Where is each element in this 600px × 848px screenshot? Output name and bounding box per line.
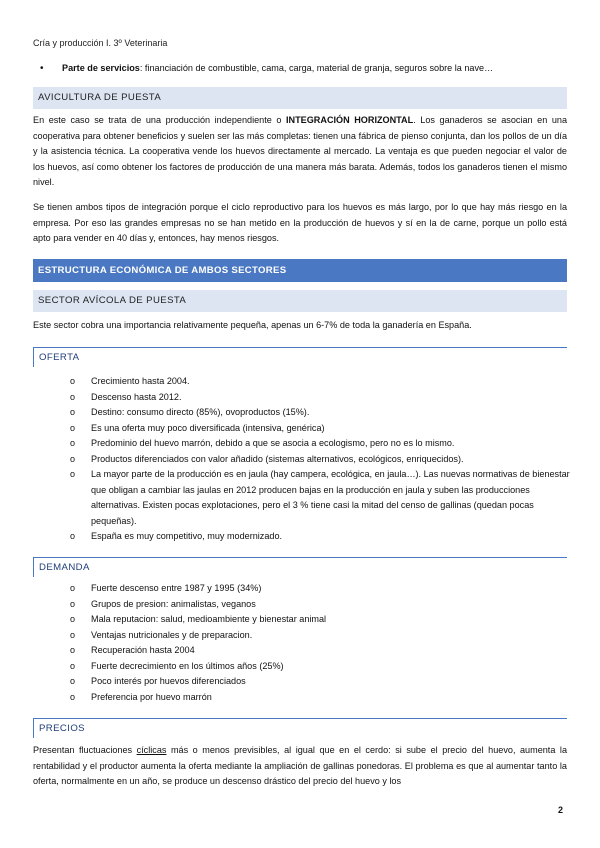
- bullet-dot-icon: •: [40, 63, 44, 74]
- list-item: o Poco interés por huevos diferenciados: [70, 674, 570, 690]
- list-item: o España es muy competitivo, muy modernizado.: [70, 529, 570, 545]
- heading-sector-avicola: SECTOR AVÍCOLA DE PUESTA: [33, 290, 567, 312]
- paragraph-riesgo: Se tienen ambos tipos de integración porque el ciclo reproductivo para los huevos es más largo, por lo que hay más riesgo en la empresa. Por eso las grandes empresas no se han metido en la producción de huevos y sí en la de carne, porque un pollo está apto para vender en 40 días y, entonces, hay menos riesgos.: [33, 202, 567, 243]
- list-item: o Es una oferta muy poco diversificada (intensiva, genérica): [70, 421, 570, 437]
- demanda-list: [70, 581, 570, 705]
- list-item: o La mayor parte de la producción es en jaula (hay campera, ecológica, en jaula…). Las nuevas normativas de bienestar que obligan a cambiar las jaulas en 2012 producen bajas en la producción en jaula y suben las producciones alternativas. Existen pocas explotaciones, pero el 3 % tiene casi la mitad del censo de gallinas (quedan pocas pequeñas).: [70, 467, 570, 529]
- bullet-label: Parte de servicios: [62, 63, 140, 73]
- paragraph-text: En este caso se trata de una producción independiente o: [33, 115, 287, 125]
- heading-avicultura-puesta: AVICULTURA DE PUESTA: [33, 87, 567, 109]
- list-item: o Preferencia por huevo marrón: [70, 690, 570, 706]
- page-number: 2: [558, 805, 564, 815]
- paragraph-sector: Este sector cobra una importancia relativamente pequeña, apenas un 6-7% de toda la ganadería en España.: [33, 320, 472, 330]
- bullet-parte-servicios: [40, 62, 572, 75]
- paragraph-underlined: cíclicas: [136, 745, 167, 755]
- heading-demanda: DEMANDA: [33, 557, 567, 577]
- oferta-list: [70, 374, 570, 545]
- list-item: o Productos diferenciados con valor añadido (sistemas alternativos, ecológicos, enriquecidos).: [70, 452, 570, 468]
- list-item: o Crecimiento hasta 2004.: [70, 374, 570, 390]
- paragraph-text: . Los ganaderos se asocian en una cooperativa para obtener beneficios y suelen ser las más completas: tienen una fábrica de pienso conjunta, dan los pollos de un día y la asistencia técnica. La cooperativa vende los huevos directamente al mercado. La ventaja es que pueden negociar el valor de los huevos, así como obtener los factores de producción de una manera más barata. Además, todos los ganaderos tienen el mismo nivel.: [33, 115, 568, 187]
- list-item: o Mala reputacion: salud, medioambiente y bienestar animal: [70, 612, 570, 628]
- heading-oferta: OFERTA: [33, 347, 567, 367]
- list-item: o Grupos de presion: animalistas, veganos: [70, 597, 570, 613]
- running-header: Cría y producción I. 3º Veterinaria: [33, 38, 168, 48]
- list-item: o Predominio del huevo marrón, debido a que se asocia a ecologismo, pero no es lo mismo.: [70, 436, 570, 452]
- bullet-text: : financiación de combustible, cama, carga, material de granja, seguros sobre la nave…: [139, 63, 494, 73]
- paragraph-text: más o menos previsibles, al igual que en el cerdo: si sube el precio del huevo, aumenta la rentabilidad y el productor aumenta la oferta mediante la ampliación de gallinas ponedoras. El problema es que al aumentar tanto la oferta, normalmente en un año, se produce un descenso drástico del precio del huevo y los: [33, 745, 567, 786]
- list-item: o Descenso hasta 2012.: [70, 390, 570, 406]
- paragraph-integracion: [33, 113, 567, 191]
- paragraph-text: Presentan fluctuaciones: [33, 745, 137, 755]
- heading-estructura-economica: ESTRUCTURA ECONÓMICA DE AMBOS SECTORES: [33, 259, 567, 282]
- paragraph-bold: INTEGRACIÓN HORIZONTAL: [286, 115, 414, 125]
- heading-precios: PRECIOS: [33, 718, 567, 738]
- paragraph-precios: [33, 743, 567, 790]
- list-item: o Destino: consumo directo (85%), ovoproductos (15%).: [70, 405, 570, 421]
- list-item: o Fuerte decrecimiento en los últimos años (25%): [70, 659, 570, 675]
- list-item: o Fuerte descenso entre 1987 y 1995 (34%): [70, 581, 570, 597]
- list-item: o Recuperación hasta 2004: [70, 643, 570, 659]
- list-item: o Ventajas nutricionales y de preparacion.: [70, 628, 570, 644]
